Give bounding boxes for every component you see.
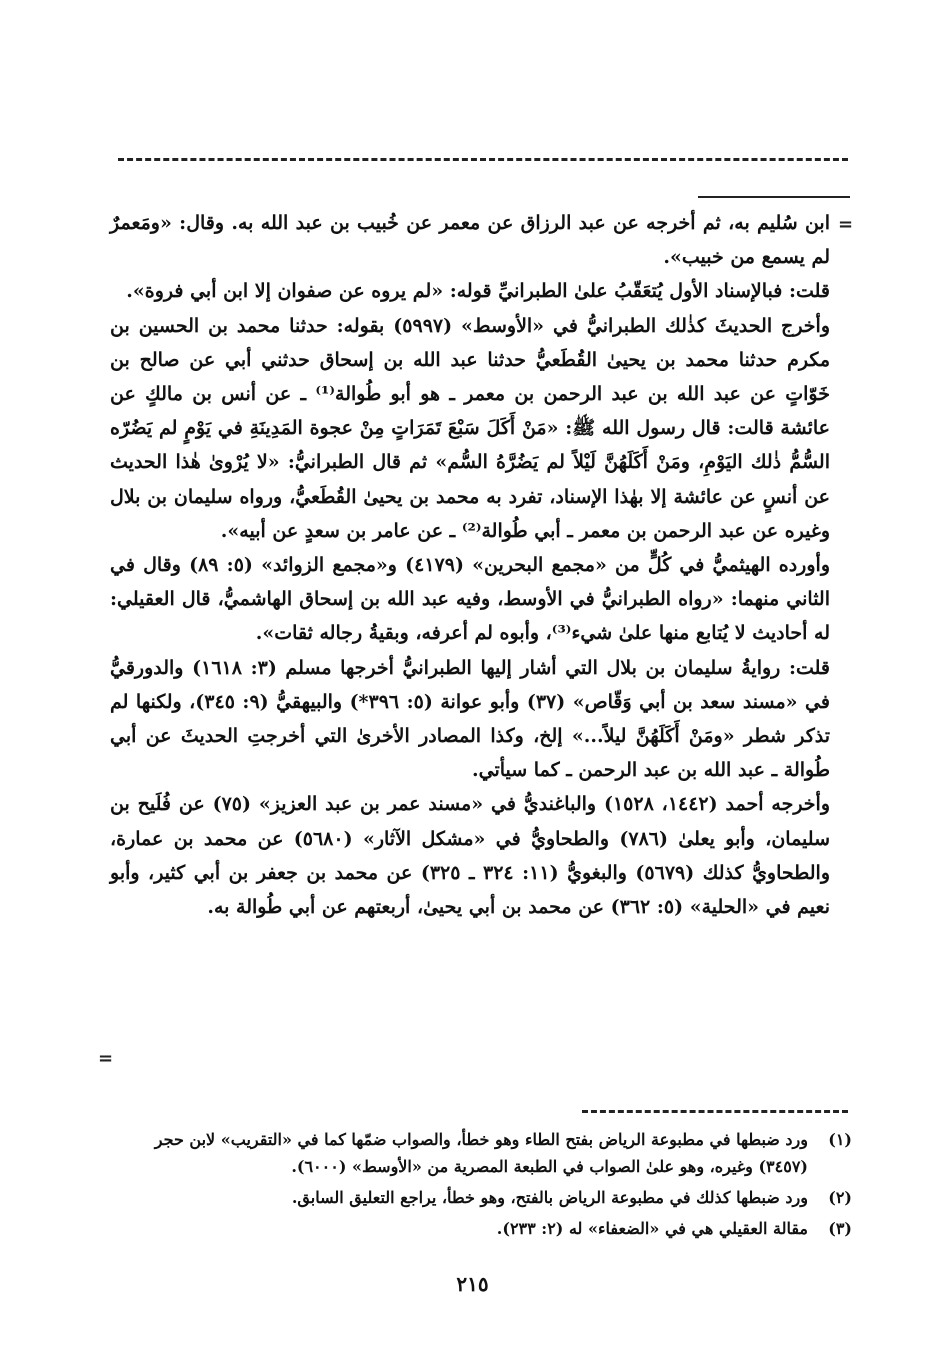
footnote-2: [110, 1184, 852, 1211]
paragraph-3: وأخرج الحديثَ كذٰلك الطبرانيُّ في «الأوسط» (٥٩٩٧) بقوله: حدثنا محمد بن الحسين بن مكرم حدثنا محمد بن يحيىٰ القُطَعيُّ حدثنا عبد الله بن إسحاق حدثني أبي عن صالح بن خَوّاتٍ عن عبد الله بن عبد الرحمن بن معمر ـ هو أبو طُوالة⁽¹⁾ ـ عن أنس بن مالكٍ عن عائشة قالت: قال رسول الله ﷺ: «مَنْ أَكَلَ سَبْعَ تَمَرَاتٍ مِنْ عجوة المَدِينَةِ في يَوْمٍ لم يَضُرّه السُّمُّ ذٰلك اليَوْمِ، ومَنْ أَكَلَهُنَّ لَيْلاً لم يَضُرَّهُ السُّم» ثم قال الطبرانيُّ: «لا يُرْوىٰ هٰذا الحديث عن أنسٍ عن عائشة إلا بهٰذا الإسناد، تفرد به محمد بن يحيىٰ القُطَعيُّ، ورواه سليمان بن بلال وغيره عن عبد الرحمن بن معمر ـ أبي طُوالة⁽²⁾ ـ عن عامر بن سعدٍ عن أبيه».: [110, 314, 831, 542]
main-text: [110, 206, 830, 924]
paragraph-6: وأخرجه أحمد (١٤٤٢، ١٥٢٨) والباغنديُّ في «مسند عمر بن عبد العزيز» (٧٥) عن فُلَيح بن سليمان، وأبو يعلىٰ (٧٨٦) والطحاويُّ في «مشكل الآثار» (٥٦٨٠) عن محمد بن عمارة، والطحاويُّ كذلك (٥٦٧٩) والبغويُّ (١١: ٣٢٤ ـ ٣٢٥) عن محمد بن جعفر بن أبي كثير، وأبو نعيم في «الحلية» (٥: ٣٦٢) عن محمد بن أبي يحيىٰ، أربعتهم عن أبي طُوالة به.: [110, 793, 830, 919]
page-number: ٢١٥: [456, 1272, 489, 1296]
continuation-mark-top: =: [838, 214, 854, 235]
footnote-number: (٣): [828, 1219, 852, 1238]
footnote-text: ورد ضبطها في مطبوعة الرياض بفتح الطاء وهو خطأ، والصواب ضمّها كما في «التقريب» لابن حجر (٣٤٥٧) وغيره، وهو علىٰ الصواب في الطبعة المصرية من «الأوسط» (٦٠٠٠).: [154, 1130, 808, 1176]
paragraph-1: ابن سُليم به، ثم أخرجه عن عبد الرزاق عن معمر عن خُبيب بن عبد الله به. وقال: «ومَعمرٌ لم يسمع من خبيب».: [110, 212, 830, 269]
footnote-number: (١): [828, 1130, 852, 1149]
footnote-separator: [582, 1110, 848, 1113]
paragraph-2: قلت: فبالإسناد الأول يُتعَقّبُ علىٰ الطبرانيِّ قوله: «لم يروه عن صفوان إلا ابن أبي فروة».: [126, 280, 830, 303]
continuation-mark-bottom: =: [98, 1048, 114, 1069]
header-short-rule: [698, 196, 850, 198]
footnotes: [110, 1126, 852, 1246]
footnote-text: مقالة العقيلي هي في «الضعفاء» له (٢: ٢٣٣).: [496, 1219, 808, 1238]
paragraph-4: وأورده الهيثميُّ في كُلٍّ من «مجمع البحرين» (٤١٧٩) و«مجمع الزوائد» (٥: ٨٩) وقال في الثاني منهما: «رواه الطبرانيُّ في الأوسط، وفيه عبد الله بن إسحاق الهاشميُّ، قال العقيلي: له أحاديث لا يُتابع منها علىٰ شيء⁽³⁾، وأبوه لم أعرفه، وبقيةُ رجاله ثقات».: [110, 554, 830, 645]
footnote-text: ورد ضبطها كذلك في مطبوعة الرياض بالفتح، وهو خطأ، يراجع التعليق السابق.: [291, 1188, 808, 1207]
paragraph-5: قلت: روايةُ سليمان بن بلال التي أشار إليها الطبرانيُّ أخرجها مسلم (٣: ١٦١٨) والدورقيُّ في «مسند سعد بن أبي وَقّاص» (٣٧) وأبو عوانة (٥: ٣٩٦*) والبيهقيُّ (٩: ٣٤٥)، ولكنها لم تذكر شطر «ومَنْ أَكَلَهُنَّ ليلاً...» إلخ، وكذا المصادر الأخرىٰ التي أخرجتِ الحديثَ عن أبي طُوالة ـ عبد الله بن عبد الرحمن ـ كما سيأتي.: [110, 656, 830, 782]
top-dashed-rule: [118, 158, 848, 161]
footnote-1: [110, 1126, 852, 1180]
footnote-3: [110, 1215, 852, 1242]
footnote-number: (٢): [828, 1188, 852, 1207]
